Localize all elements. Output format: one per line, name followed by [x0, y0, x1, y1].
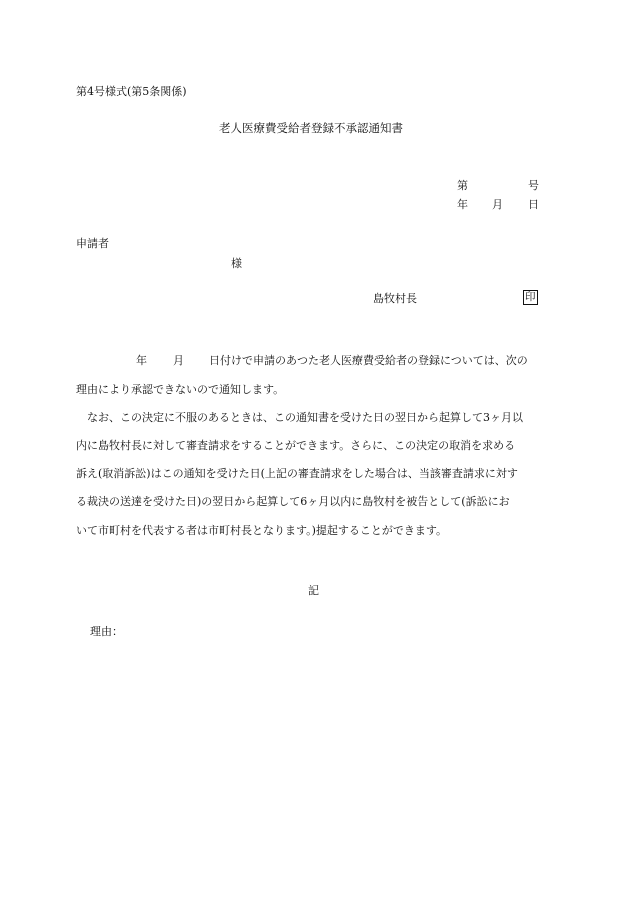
body-line-2: 理由により承認できないので通知します。 — [76, 383, 285, 396]
form-number-label: 第4号様式(第5条関係) — [76, 85, 187, 98]
number-suffix: 号 — [528, 179, 539, 192]
body-line-6: る裁決の送達を受けた日)の翌日から起算して6ヶ月以内に島牧村を被告として(訴訟にお — [76, 495, 510, 508]
document-title: 老人医療費受給者登録不承認通知書 — [219, 121, 403, 135]
body-month-label: 月 — [173, 354, 184, 367]
number-prefix: 第 — [457, 179, 468, 192]
body-line-3: なお、この決定に不服のあるときは、この通知書を受けた日の翌日から起算して3ヶ月以 — [87, 411, 523, 424]
body-line-5: 訴え(取消訴訟)はこの通知を受けた日(上記の審査請求をした場合は、当該審査請求に対す — [76, 467, 518, 480]
date-year-label: 年 — [457, 198, 468, 211]
body-line-7: いて市町村を代表する者は市町村長となります。)提起することができます。 — [76, 524, 448, 537]
ki-heading: 記 — [308, 584, 319, 597]
body-line-4: 内に島牧村長に対して審査請求をすることができます。さらに、この決定の取消を求める — [76, 439, 516, 452]
applicant-label: 申請者 — [76, 237, 109, 250]
body-year-label: 年 — [136, 354, 147, 367]
honorific-label: 様 — [231, 257, 242, 270]
date-month-label: 月 — [492, 198, 503, 211]
seal-mark: 印 — [525, 291, 536, 303]
issuer-mayor: 島牧村長 — [373, 292, 417, 305]
date-day-label: 日 — [528, 198, 539, 211]
body-line-1: 日付けで申請のあつた老人医療費受給者の登録については、次の — [209, 354, 528, 367]
reason-label: 理由： — [90, 625, 123, 638]
